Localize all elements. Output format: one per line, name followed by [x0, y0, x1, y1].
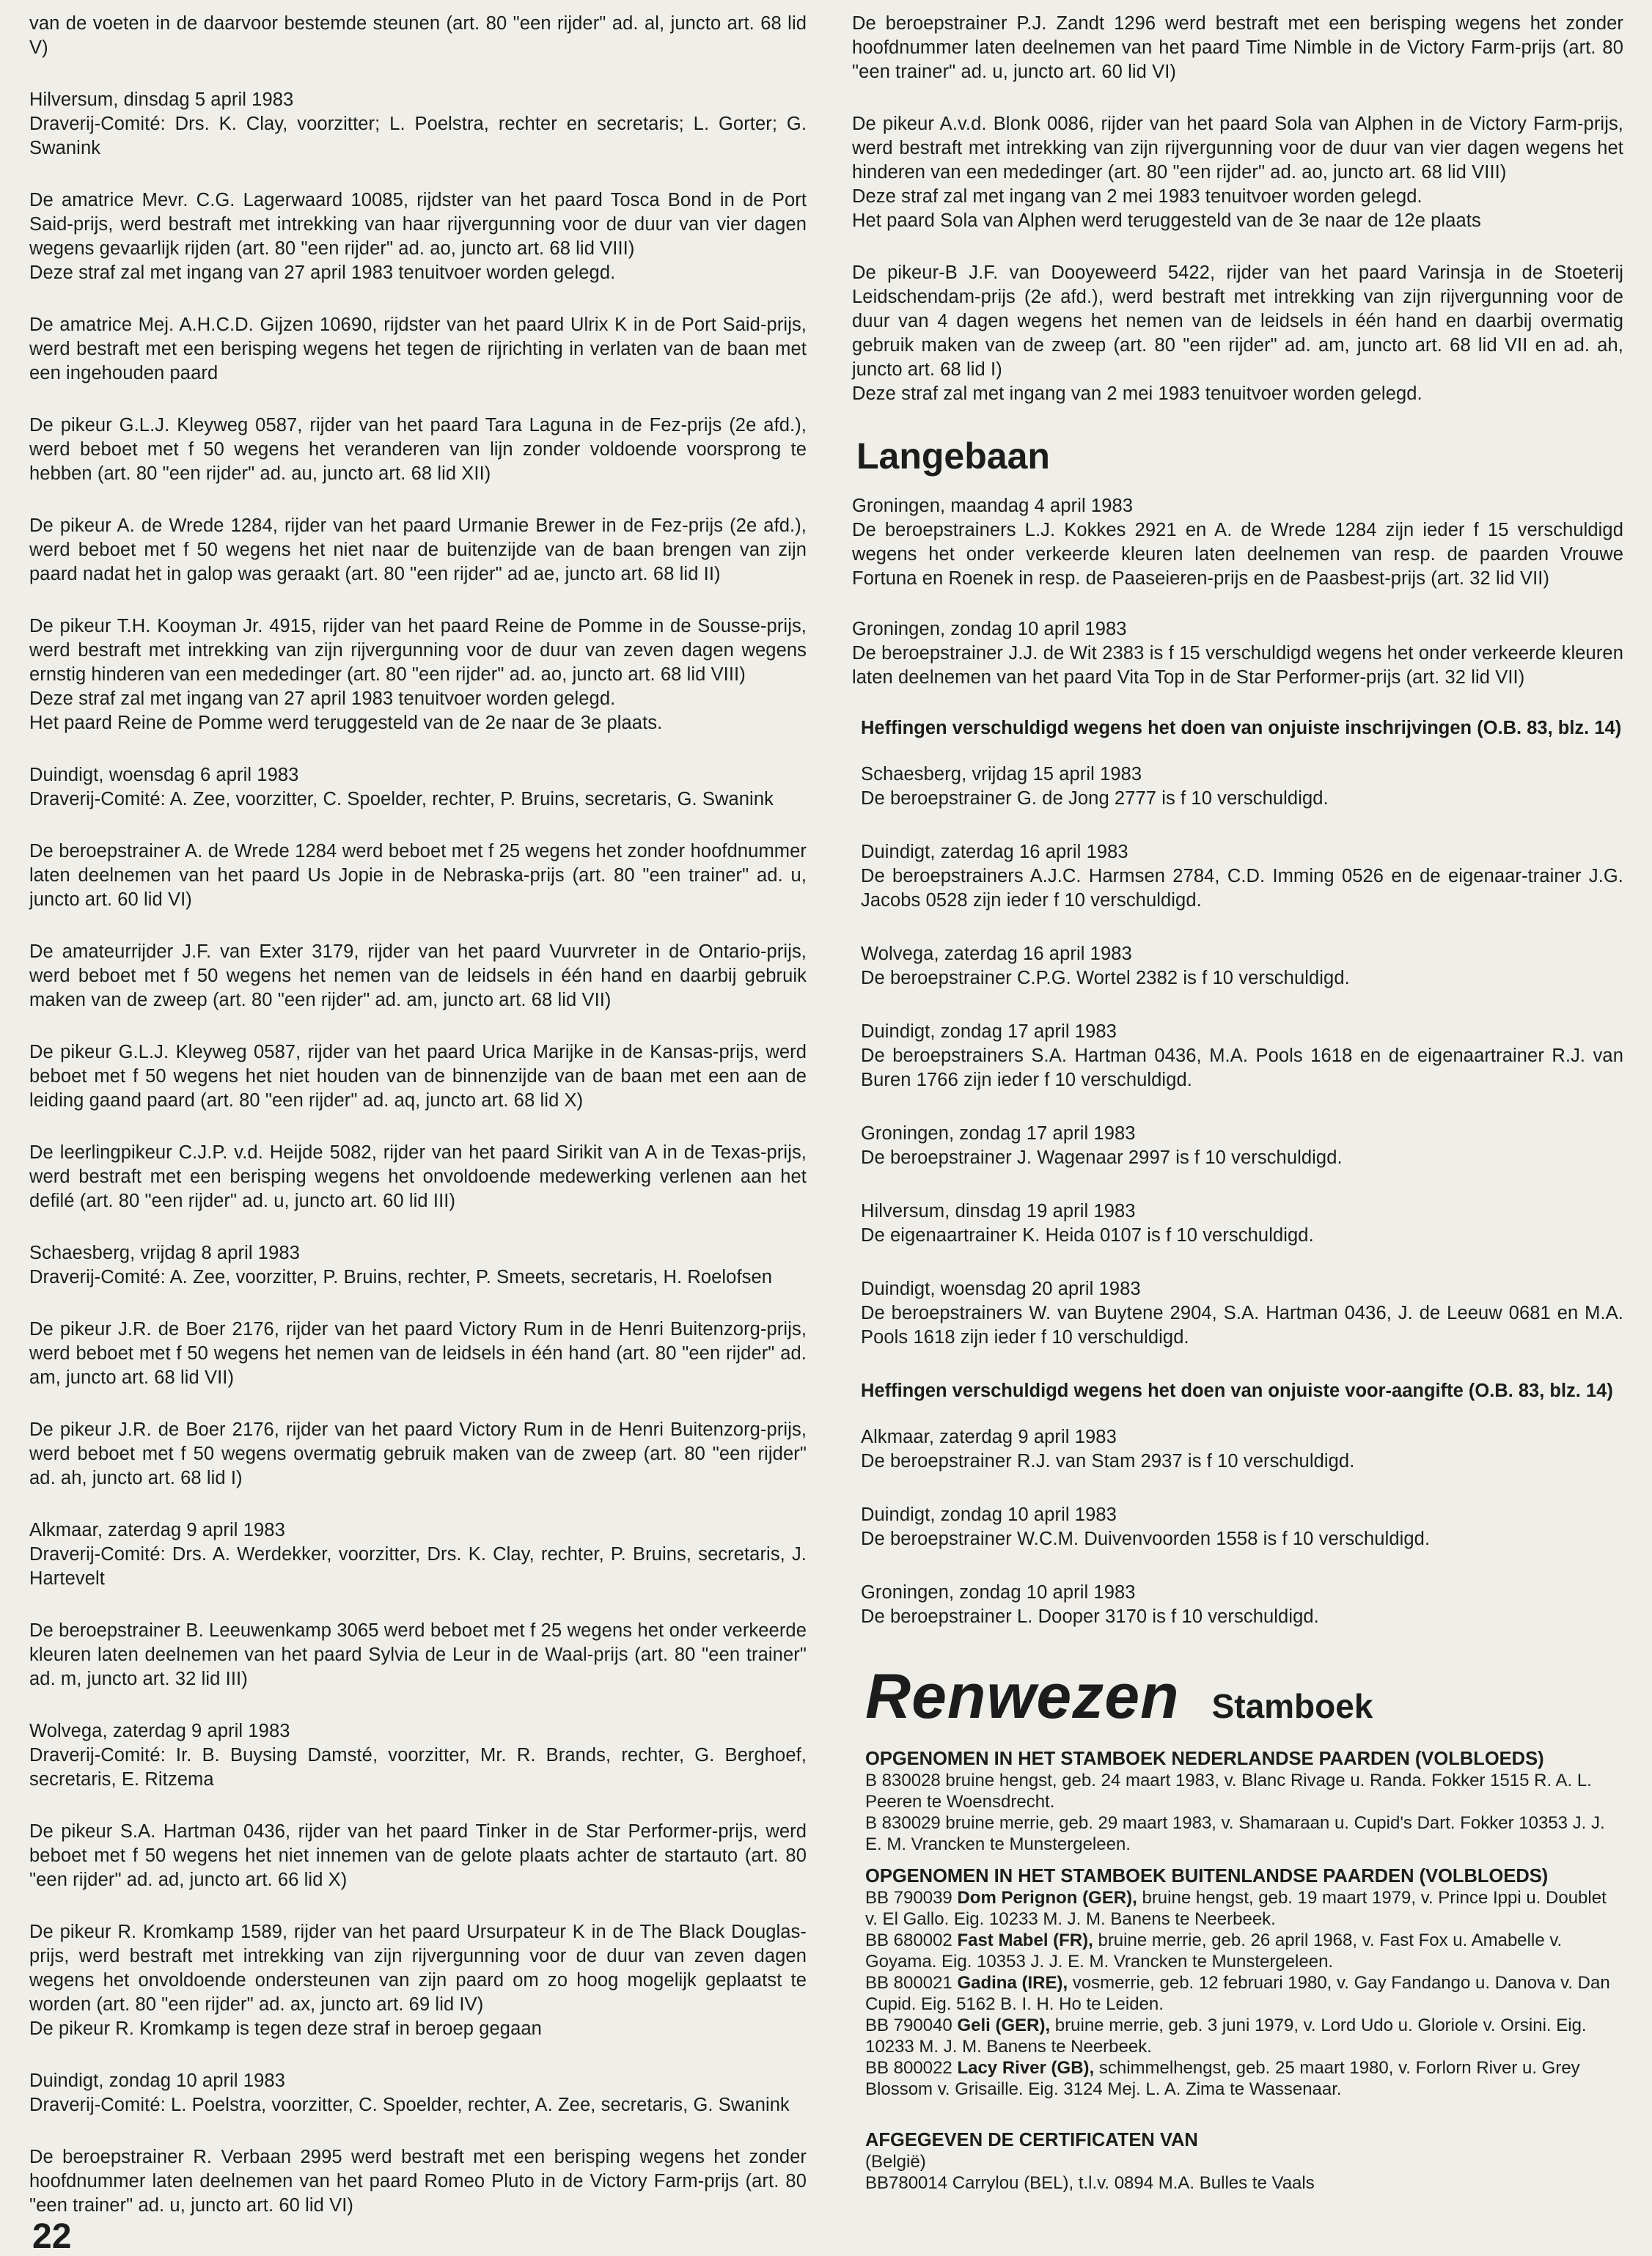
notice-line: De beroepstrainer B. Leeuwenkamp 3065 werd beboet met f 25 wegens het onder verkeerde kleuren laten deelnemen van het paard Sylvia de Leur in de Waal-prijs (art. 80 "een trainer" ad. m, juncto art. 32 lid III) [29, 1620, 807, 1689]
stamboek-subtitle: Stamboek [1211, 1687, 1373, 1725]
stamboek-details: bruine hengst, geb. 19 maart 1979, v. Prince Ippi u. Doublet v. El Gallo. Eig. 10233 M. J. M. Banens te Neerbeek. [865, 1888, 1607, 1929]
certificaten [852, 2129, 1623, 2194]
notice-block [29, 1518, 807, 1591]
certificaten-heading: AFGEGEVEN DE CERTIFICATEN VAN [865, 2130, 1198, 2150]
right-top-notices [852, 12, 1623, 406]
notice-block [29, 414, 807, 486]
notice-block [852, 12, 1623, 84]
stamboek-nederlandse [852, 1748, 1623, 1855]
notice-line: Hilversum, dinsdag 5 april 1983 [29, 89, 294, 110]
notice-line: De beroepstrainer G. de Jong 2777 is f 10 verschuldigd. [861, 788, 1329, 809]
notice-block [29, 1318, 807, 1390]
notice-block [29, 188, 807, 285]
renwezen-title: Renwezen [865, 1661, 1180, 1732]
notice-line: Draverij-Comité: Ir. B. Buysing Damsté, voorzitter, Mr. R. Brands, rechter, G. Berghoef, secretaris, E. Ritzema [29, 1745, 807, 1790]
notice-line: Duindigt, woensdag 6 april 1983 [29, 765, 299, 785]
langebaan-title: Langebaan [856, 436, 1050, 477]
notice-line: Deze straf zal met ingang van 2 mei 1983 tenuitvoer worden gelegd. [852, 186, 1422, 207]
notice-line: De pikeur G.L.J. Kleyweg 0587, rijder van het paard Tara Laguna in de Fez-prijs (2e afd.), werd beboet met f 50 wegens het veranderen van lijn zonder voldoende voorsprong te hebben (art. 80 "een rijder" ad. au, juncto art. 68 lid XII) [29, 415, 807, 484]
notice-block [861, 1277, 1623, 1350]
horse-name: Fast Mabel (FR), [957, 1930, 1093, 1950]
notice-line: De amatrice Mevr. C.G. Lagerwaard 10085, rijdster van het paard Tosca Bond in de Port Said-prijs, werd bestraft met intrekking van haar rijvergunning voor de duur van vier dagen wegens gevaarlijk rijden (art. 80 "een rijder" ad. ao, juncto art. 68 lid VIII) [29, 190, 807, 259]
stamboek-number: BB 790039 [865, 1888, 952, 1908]
certificaten-line: BB780014 Carrylou (BEL), t.l.v. 0894 M.A. Bulles te Vaals [865, 2173, 1315, 2193]
heffingen-heading-inschrijvingen: Heffingen verschuldigd wegens het doen van onjuiste inschrijvingen (O.B. 83, blz. 14) [861, 718, 1622, 738]
notice-block [29, 763, 807, 812]
notice-line: Duindigt, zondag 17 april 1983 [861, 1021, 1117, 1042]
notice-line: Groningen, zondag 10 april 1983 [861, 1582, 1136, 1603]
stamboek-entry [865, 2057, 1623, 2100]
notice-line: De beroepstrainer J.J. de Wit 2383 is f 15 verschuldigd wegens het onder verkeerde kleuren laten deelnemen van het paard Vita Top in de Star Performer-prijs (art. 32 lid VII) [852, 643, 1623, 688]
notice-line: De pikeur G.L.J. Kleyweg 0587, rijder van het paard Urica Marijke in de Kansas-prijs, werd beboet met f 50 wegens het niet houden van de binnenzijde van de baan met een aan de leiding gaand paard (art. 80 "een rijder" ad. aq, juncto art. 68 lid X) [29, 1042, 807, 1111]
notice-line: De pikeur T.H. Kooyman Jr. 4915, rijder van het paard Reine de Pomme in de Sousse-prijs, werd bestraft met intrekking van zijn rijvergunning voor de duur van zeven dagen wegens ernstig hinderen van een mededinger (art. 80 "een rijder" ad. ao, juncto art. 68 lid VIII) [29, 616, 807, 685]
notice-line: De beroepstrainer R.J. van Stam 2937 is f 10 verschuldigd. [861, 1451, 1355, 1471]
notice-block [861, 942, 1623, 991]
notice-block [852, 261, 1623, 406]
notice-block [29, 1418, 807, 1491]
notice-line: Deze straf zal met ingang van 2 mei 1983 tenuitvoer worden gelegd. [852, 383, 1422, 404]
notice-line: Draverij-Comité: L. Poelstra, voorzitter, C. Spoelder, rechter, A. Zee, secretaris, G. Swanink [29, 2095, 790, 2115]
notice-line: De pikeur A.v.d. Blonk 0086, rijder van het paard Sola van Alphen in de Victory Farm-prijs, werd bestraft met intrekking van zijn rijvergunning voor de duur van vier dagen wegens het hinderen van een mededinger (art. 80 "een rijder" ad. ao, juncto art. 68 lid VIII) [852, 114, 1623, 183]
notice-line: Hilversum, dinsdag 19 april 1983 [861, 1201, 1136, 1221]
heffingen-vooraangifte-list [852, 1425, 1623, 1629]
certificaten-line: (België) [865, 2152, 926, 2172]
stamboek-entry: B 830029 bruine merrie, geb. 29 maart 1983, v. Shamaraan u. Cupid's Dart. Fokker 10353 J. J. E. M. Vrancken te Munstergeleen. [865, 1813, 1605, 1854]
page-number: 22 [32, 2217, 72, 2256]
stamboek-number: BB 680002 [865, 1930, 952, 1950]
stamboek-entry: B 830028 bruine hengst, geb. 24 maart 1983, v. Blanc Rivage u. Randa. Fokker 1515 R. A. L. Peeren te Woensdrecht. [865, 1771, 1592, 1812]
notice-block [29, 1920, 807, 2041]
notice-block [852, 494, 1623, 591]
notice-line: Draverij-Comité: A. Zee, voorzitter, C. Spoelder, rechter, P. Bruins, secretaris, G. Swanink [29, 789, 774, 809]
notice-line: De beroepstrainers A.J.C. Harmsen 2784, C.D. Imming 0526 en de eigenaar-trainer J.G. Jacobs 0528 zijn ieder f 10 verschuldigd. [861, 866, 1623, 911]
notice-block [861, 1020, 1623, 1092]
horse-name: Gadina (IRE), [957, 1973, 1068, 1993]
stamboek-details: bruine merrie, geb. 26 april 1968, v. Fast Fox u. Amabelle v. Goyama. Eig. 10353 J. J. E. M. Vrancken te Munstergeleen. [865, 1930, 1563, 1972]
notice-block [861, 1425, 1623, 1474]
notice-line: De pikeur R. Kromkamp 1589, rijder van het paard Ursurpateur K in de The Black Douglas-prijs, werd bestraft met intrekking van zijn rijvergunning voor de duur van zeven dagen wegens het onvoldoende ondersteunen van zijn paard om zo hoog mogelijk geplaatst te worden (art. 80 "een rijder" ad. ax, juncto art. 69 lid IV) [29, 1922, 807, 2015]
notice-block [861, 1199, 1623, 1248]
notice-line: Groningen, maandag 4 april 1983 [852, 496, 1134, 516]
notice-line: van de voeten in de daarvoor bestemde steunen (art. 80 "een rijder" ad. al, juncto art. 68 lid V) [29, 13, 807, 58]
notice-line: De pikeur J.R. de Boer 2176, rijder van het paard Victory Rum in de Henri Buitenzorg-prijs, werd beboet met f 50 wegens het nemen van de leidsels in één hand (art. 80 "een rijder" ad. am, juncto art. 68 lid VII) [29, 1319, 807, 1388]
notice-line: Wolvega, zaterdag 16 april 1983 [861, 944, 1132, 964]
stamboek-buitenlandse [852, 1865, 1623, 2100]
notice-line: De beroepstrainers L.J. Kokkes 2921 en A. de Wrede 1284 zijn ieder f 15 verschuldigd wegens het onder verkeerde kleuren laten deelnemen van resp. de paarden Vrouwe Fortuna en Roenek in resp. de Paaseieren-prijs en de Paasbest-prijs (art. 32 lid VII) [852, 520, 1623, 589]
notice-block [29, 1820, 807, 1892]
notice-block [29, 313, 807, 386]
notice-block [29, 514, 807, 587]
notice-line: De beroepstrainers W. van Buytene 2904, S.A. Hartman 0436, J. de Leeuw 0681 en M.A. Pools 1618 zijn ieder f 10 verschuldigd. [861, 1303, 1623, 1348]
heffingen-inschrijvingen-list [852, 763, 1623, 1350]
stamboek-entry [865, 1972, 1623, 2015]
notice-line: De beroepstrainer W.C.M. Duivenvoorden 1558 is f 10 verschuldigd. [861, 1529, 1431, 1549]
notice-line: Het paard Reine de Pomme werd teruggesteld van de 2e naar de 3e plaats. [29, 713, 663, 733]
notice-line: Draverij-Comité: Drs. K. Clay, voorzitter; L. Poelstra, rechter en secretaris; L. Gorter; G. Swanink [29, 114, 807, 158]
notice-block [29, 940, 807, 1013]
notice-line: Draverij-Comité: A. Zee, voorzitter, P. Bruins, rechter, P. Smeets, secretaris, H. Roelofsen [29, 1267, 773, 1287]
notice-line: De beroepstrainer A. de Wrede 1284 werd beboet met f 25 wegens het zonder hoofdnummer laten deelnemen van het paard Us Jopie in de Nebraska-prijs (art. 80 "een trainer" ad. u, juncto art. 60 lid VI) [29, 841, 807, 910]
notice-line: Duindigt, zondag 10 april 1983 [861, 1504, 1117, 1525]
notice-line: Het paard Sola van Alphen werd teruggesteld van de 3e naar de 12e plaats [852, 210, 1481, 231]
notice-line: Duindigt, woensdag 20 april 1983 [861, 1279, 1141, 1299]
stamboek-details: vosmerrie, geb. 12 februari 1980, v. Gay Fandango u. Danova v. Dan Cupid. Eig. 5162 B. I. H. Ho te Leiden. [865, 1973, 1610, 2014]
notice-line: De amateurrijder J.F. van Exter 3179, rijder van het paard Vuurvreter in de Ontario-prijs, werd beboet met f 50 wegens het nemen van de leidsels in één hand en daarbij gebruik maken van de zweep (art. 80 "een rijder" ad. am, juncto art. 68 lid VII) [29, 941, 807, 1010]
notice-line: De beroepstrainers S.A. Hartman 0436, M.A. Pools 1618 en de eigenaartrainer R.J. van Buren 1766 zijn ieder f 10 verschuldigd. [861, 1046, 1623, 1090]
notice-line: De pikeur S.A. Hartman 0436, rijder van het paard Tinker in de Star Performer-prijs, werd beboet met f 50 wegens het niet innemen van de gelote plaats achter de startauto (art. 80 "een rijder" ad. ad, juncto art. 66 lid X) [29, 1821, 807, 1890]
notice-block [29, 1040, 807, 1113]
stamboek-details: bruine merrie, geb. 3 juni 1979, v. Lord Udo u. Gloriole v. Orsini. Eig. 10233 M. J. M. Banens te Neerbeek. [865, 2016, 1587, 2057]
stamboek-entry [865, 2015, 1623, 2057]
notice-line: De pikeur-B J.F. van Dooyeweerd 5422, rijder van het paard Varinsja in de Stoeterij Leidschendam-prijs (2e afd.), werd bestraft met intrekking van zijn rijvergunning voor de duur van 4 dagen wegens het nemen van de leidsels in één hand en daarbij overmatig gebruik maken van de zweep (art. 80 "een rijder" ad. am, juncto art. 68 lid VII en ad. ah, juncto art. 68 lid I) [852, 262, 1623, 380]
stamboek-details: schimmelhengst, geb. 25 maart 1980, v. Forlorn River u. Grey Blossom v. Grisaille. Eig. 3124 Mej. L. A. Zima te Wassenaar. [865, 2058, 1580, 2099]
notice-line: Duindigt, zaterdag 16 april 1983 [861, 842, 1128, 862]
notice-block [29, 1619, 807, 1691]
notice-block [861, 840, 1623, 913]
notice-block [861, 1581, 1623, 1629]
notice-block [29, 839, 807, 912]
notice-line: De beroepstrainer L. Dooper 3170 is f 10 verschuldigd. [861, 1606, 1319, 1627]
stamboek-entry [865, 1887, 1623, 1930]
stamboek-number: BB 800021 [865, 1973, 952, 1993]
notice-line: Deze straf zal met ingang van 27 april 1983 tenuitvoer worden gelegd. [29, 688, 616, 709]
notice-block [861, 1122, 1623, 1170]
stamboek-number: BB 800022 [865, 2058, 952, 2078]
notice-block [29, 2069, 807, 2117]
notice-line: Alkmaar, zaterdag 9 april 1983 [861, 1427, 1117, 1447]
stamboek-entry [865, 1930, 1623, 1972]
notice-line: Wolvega, zaterdag 9 april 1983 [29, 1721, 290, 1741]
notice-line: Schaesberg, vrijdag 15 april 1983 [861, 764, 1142, 785]
notice-line: Alkmaar, zaterdag 9 april 1983 [29, 1520, 285, 1540]
right-column [852, 12, 1623, 2204]
notice-block [29, 614, 807, 735]
notice-line: De beroepstrainer C.P.G. Wortel 2382 is f 10 verschuldigd. [861, 968, 1350, 988]
notice-block [861, 1503, 1623, 1551]
notice-line: Schaesberg, vrijdag 8 april 1983 [29, 1243, 300, 1263]
notice-line: Draverij-Comité: Drs. A. Werdekker, voorzitter, Drs. K. Clay, rechter, P. Bruins, secretaris, J. Hartevelt [29, 1544, 807, 1589]
notice-block [29, 1241, 807, 1290]
heffingen-heading-vooraangifte: Heffingen verschuldigd wegens het doen van onjuiste voor-aangifte (O.B. 83, blz. 14) [861, 1381, 1613, 1401]
stamboek-bl-heading: OPGENOMEN IN HET STAMBOEK BUITENLANDSE PAARDEN (VOLBLOEDS) [865, 1866, 1549, 1886]
notice-block [29, 12, 807, 60]
notice-block [29, 88, 807, 161]
notice-line: De amatrice Mej. A.H.C.D. Gijzen 10690, rijdster van het paard Ulrix K in de Port Said-prijs, werd bestraft met een berisping wegens het tegen de rijrichting in verlaten van de baan met een ingehouden paard [29, 315, 807, 383]
notice-line: De pikeur A. de Wrede 1284, rijder van het paard Urmanie Brewer in de Fez-prijs (2e afd.), werd beboet met f 50 wegens het niet naar de buitenzijde van de baan brengen van zijn paard nadat het in galop was geraakt (art. 80 "een rijder" ad ae, juncto art. 68 lid II) [29, 515, 807, 584]
notice-line: De beroepstrainer J. Wagenaar 2997 is f 10 verschuldigd. [861, 1147, 1343, 1168]
notice-block [29, 1141, 807, 1213]
left-column [29, 12, 807, 2256]
notice-block [852, 112, 1623, 233]
stamboek-bl-list [865, 1887, 1623, 2100]
horse-name: Dom Perignon (GER), [957, 1888, 1137, 1908]
notice-block [861, 763, 1623, 811]
notice-line: De pikeur R. Kromkamp is tegen deze straf in beroep gegaan [29, 2018, 542, 2039]
notice-line: Groningen, zondag 17 april 1983 [861, 1123, 1136, 1144]
renwezen-header [865, 1661, 1623, 1732]
notice-line: De eigenaartrainer K. Heida 0107 is f 10 verschuldigd. [861, 1225, 1314, 1246]
notice-block [29, 2145, 807, 2218]
notice-line: De pikeur J.R. de Boer 2176, rijder van het paard Victory Rum in de Henri Buitenzorg-prijs, werd beboet met f 50 wegens overmatig gebruik maken van de zweep (art. 80 "een rijder" ad. ah, juncto art. 68 lid I) [29, 1419, 807, 1488]
notice-line: De beroepstrainer P.J. Zandt 1296 werd bestraft met een berisping wegens het zonder hoofdnummer laten deelnemen van het paard Time Nimble in de Victory Farm-prijs (art. 80 "een trainer" ad. u, juncto art. 60 lid VI) [852, 13, 1623, 82]
notice-block [852, 617, 1623, 690]
horse-name: Lacy River (GB), [957, 2058, 1095, 2078]
horse-name: Geli (GER), [957, 2016, 1051, 2035]
notice-line: De leerlingpikeur C.J.P. v.d. Heijde 5082, rijder van het paard Sirikit van A in de Texas-prijs, werd bestraft met een berisping wegens het onvoldoende medewerking verlenen aan het defilé (art. 80 "een rijder" ad. u, juncto art. 60 lid III) [29, 1142, 807, 1211]
langebaan-notices [852, 494, 1623, 690]
notice-block [29, 1719, 807, 1792]
stamboek-number: BB 790040 [865, 2016, 952, 2035]
notice-line: Deze straf zal met ingang van 27 april 1983 tenuitvoer worden gelegd. [29, 262, 616, 283]
notice-line: De beroepstrainer R. Verbaan 2995 werd bestraft met een berisping wegens het zonder hoofdnummer laten deelnemen van het paard Romeo Pluto in de Victory Farm-prijs (art. 80 "een trainer" ad. u, juncto art. 60 lid VI) [29, 2147, 807, 2216]
notice-line: Duindigt, zondag 10 april 1983 [29, 2071, 285, 2091]
notice-line: Groningen, zondag 10 april 1983 [852, 619, 1127, 639]
stamboek-nl-heading: OPGENOMEN IN HET STAMBOEK NEDERLANDSE PAARDEN (VOLBLOEDS) [865, 1749, 1544, 1769]
